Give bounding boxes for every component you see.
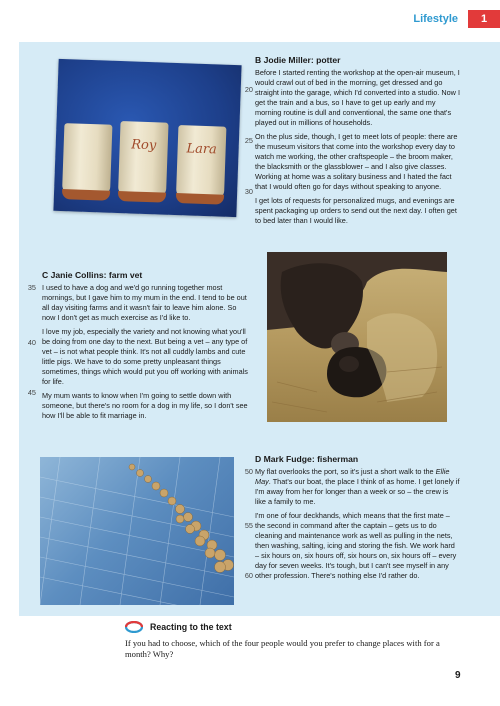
mug-roy — [118, 121, 169, 197]
section-b-paragraph: On the plus side, though, I get to meet lots of people: there are the museum visitors that come into the workshop every day to watch me working, the other craftspeople – the broom maker, the blacksmith or the glassblower – and I also give classes. Working at home was a solitary business and I hated the fact that I would often go for days without speaking to anyone. — [255, 132, 458, 191]
section-b — [255, 55, 460, 230]
section-d-paragraph: I'm one of four deckhands, which means that the first mate – the second in command after the captain – gets us to do cleaning and maintenance work as well as pulling in the nets, then washing, salting, icing and storing the fish. We work hard – six hours on, six hours off, six hours on, six hours off – every day for seven weeks. It's tough, but I can't see myself in any other profession. There's nothing else I'd rather do. — [255, 511, 457, 580]
section-c-paragraph: My mum wants to know when I'm going to settle down with someone, but there's no room for a dog in my life, so I don't see how I'll be able to fit marriage in. — [42, 391, 248, 420]
section-c-paragraph: I used to have a dog and we'd go running together most mornings, but I gave him to my mum in the end. I tend to be out all day visiting farms and it wasn't fair to leave him alone. So now I don't get as much exercise as I'd like to. — [42, 283, 247, 322]
reacting-icon — [125, 621, 143, 633]
section-d-text: My flat overlooks the port, so it's just a short walk to the — [255, 467, 436, 476]
reacting-question: If you had to choose, which of the four people would you prefer to change places with for a month? Why? — [125, 638, 440, 659]
line-number: 55 — [244, 521, 253, 530]
line-number: 25 — [244, 136, 253, 145]
line-number: 60 — [244, 571, 253, 580]
line-number: 50 — [244, 467, 253, 476]
photo-mugs — [53, 59, 241, 217]
reacting-title: Reacting to the text — [150, 622, 232, 632]
unit-tab: 1 — [468, 10, 500, 28]
section-d-text: . That's our boat, the place I think of as home. I get lonely if I'm away from her for longer than a week or so – the crew is like a family to me. — [255, 477, 460, 506]
section-d-title: D Mark Fudge: fisherman — [255, 454, 359, 464]
photo-fishing-nets — [40, 457, 234, 605]
boat-name: Ellie May — [255, 467, 450, 486]
reacting-header — [125, 621, 232, 633]
section-c — [42, 270, 250, 425]
line-number: 20 — [244, 85, 253, 94]
line-number: 45 — [27, 388, 36, 397]
mug-lara-text: Lara — [186, 141, 218, 158]
section-label: Lifestyle — [413, 13, 458, 25]
section-c-title: C Janie Collins: farm vet — [42, 270, 143, 280]
section-b-paragraph: I get lots of requests for personalized mugs, and evenings are spent packaging up orders to send out the next day. I often get to bed later than I would like. — [255, 196, 457, 225]
mug-lara — [176, 125, 226, 199]
mug-left — [62, 123, 112, 195]
sheep-lamb-illustration — [267, 252, 447, 422]
line-number: 40 — [27, 338, 36, 347]
section-d — [255, 454, 460, 585]
section-b-paragraph: Before I started renting the workshop at the open-air museum, I would crawl out of bed in the morning, get dressed and go straight into the garage, which I'd converted into a studio. Now I get the train and a bus, so I have to get up early and my morning routine is dull and conventional, the same one that's played out in millions of households. — [255, 68, 461, 127]
nets-illustration — [40, 457, 234, 605]
line-number: 30 — [244, 187, 253, 196]
section-b-title: B Jodie Miller: potter — [255, 55, 341, 65]
page-number: 9 — [455, 670, 461, 681]
section-c-paragraph: I love my job, especially the variety and not knowing what you'll be doing from one day to the next. But being a vet – any type of vet – is not what people think. It's not all cuddly lambs and cute little pigs. We have to do some pretty unpleasant things sometimes, things which would put you off working with animals for life. — [42, 327, 248, 386]
photo-sheep-lamb — [267, 252, 447, 422]
mug-roy-text: Roy — [131, 137, 157, 154]
line-number: 35 — [27, 283, 36, 292]
section-d-paragraph — [255, 467, 460, 507]
page-header — [0, 0, 500, 40]
